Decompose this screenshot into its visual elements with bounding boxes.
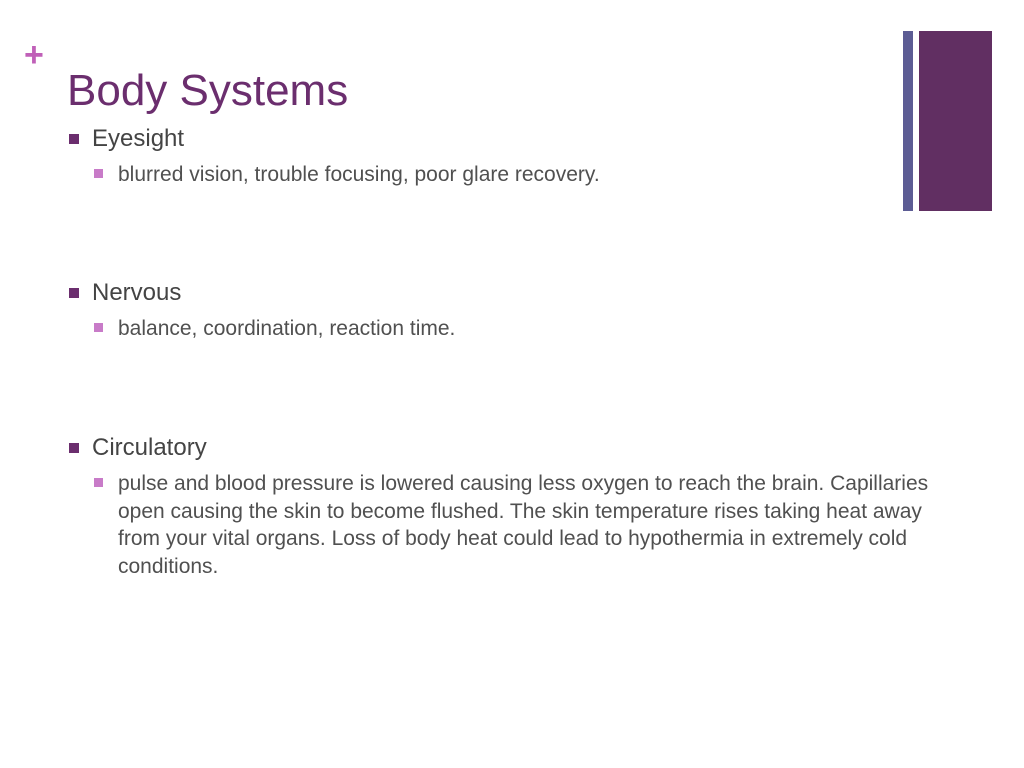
square-sub-bullet-icon <box>94 478 103 487</box>
level1-bullet <box>69 434 949 462</box>
section-nervous <box>69 279 949 343</box>
square-bullet-icon <box>69 288 79 298</box>
section-circulatory <box>69 434 949 580</box>
level1-bullet <box>69 125 949 153</box>
bullet-detail: balance, coordination, reaction time. <box>118 317 456 340</box>
section-eyesight <box>69 125 949 189</box>
bullet-heading: Circulatory <box>92 434 207 461</box>
level2-bullet <box>94 315 949 343</box>
plus-icon: + <box>24 36 44 74</box>
square-bullet-icon <box>69 443 79 453</box>
bullet-detail: pulse and blood pressure is lowered causing less oxygen to reach the brain. Capillaries open causing the skin to become flushed. The skin temperature rises taking heat away from your vital organs. Loss of body heat could lead to hypothermia in extremely cold conditions. <box>118 472 929 578</box>
square-bullet-icon <box>69 134 79 144</box>
bullet-detail: blurred vision, trouble focusing, poor glare recovery. <box>118 163 600 186</box>
level2-bullet <box>94 470 949 580</box>
level1-bullet <box>69 279 949 307</box>
square-sub-bullet-icon <box>94 169 103 178</box>
bullet-heading: Nervous <box>92 279 182 306</box>
slide-title: Body Systems <box>67 66 349 115</box>
bullet-heading: Eyesight <box>92 125 185 152</box>
square-sub-bullet-icon <box>94 323 103 332</box>
level2-bullet <box>94 161 949 189</box>
